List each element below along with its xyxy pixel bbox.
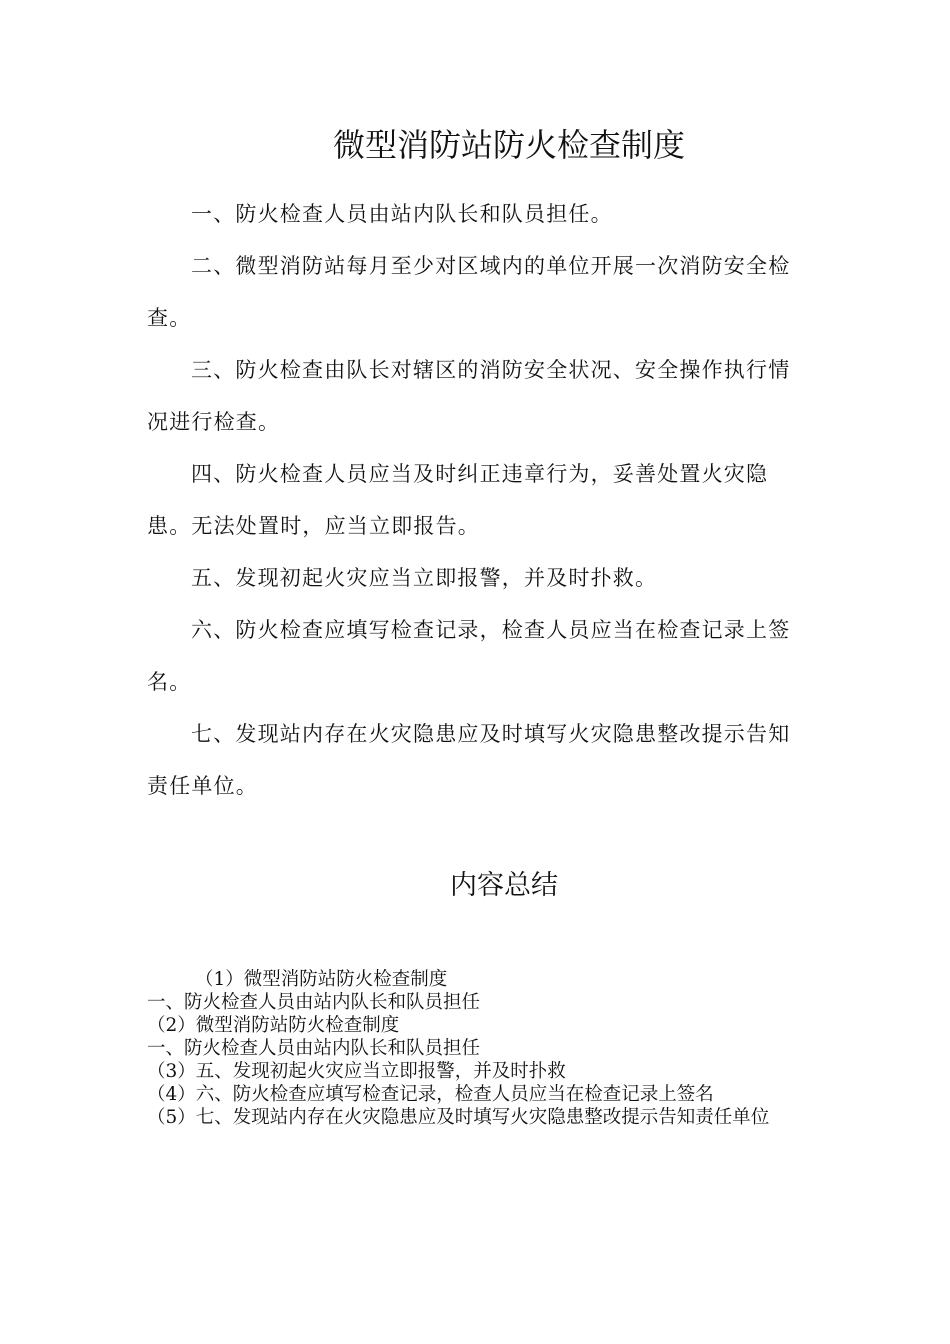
- document-title: 微型消防站防火检查制度: [332, 126, 685, 164]
- summary-list: [147, 968, 807, 1129]
- summary-line: （5）七、发现站内存在火灾隐患应及时填写火灾隐患整改提示告知责任单位: [147, 1107, 770, 1128]
- summary-line: （1）微型消防站防火检查制度: [195, 969, 448, 990]
- summary-title: 内容总结: [450, 870, 558, 901]
- paragraph-6: 六、防火检查应填写检查记录，检查人员应当在检查记录上签名。: [147, 618, 791, 694]
- paragraph-5: 五、发现初起火灾应当立即报警，并及时扑救。: [191, 566, 658, 590]
- paragraph-2: 二、微型消防站每月至少对区域内的单位开展一次消防安全检查。: [147, 254, 791, 330]
- paragraph-7: 七、发现站内存在火灾隐患应及时填写火灾隐患整改提示告知责任单位。: [147, 722, 791, 798]
- paragraph-4: 四、防火检查人员应当及时纠正违章行为，妥善处置火灾隐患。无法处置时，应当立即报告。: [147, 462, 769, 538]
- summary-line: 一、防火检查人员由站内队长和队员担任: [147, 992, 481, 1013]
- paragraph-1: 一、防火检查人员由站内队长和队员担任。: [191, 202, 613, 226]
- paragraph-3: 三、防火检查由队长对辖区的消防安全状况、安全操作执行情况进行检查。: [147, 358, 791, 434]
- summary-line: 一、防火检查人员由站内队长和队员担任: [147, 1038, 481, 1059]
- summary-line: （4）六、防火检查应填写检查记录，检查人员应当在检查记录上签名: [147, 1084, 714, 1105]
- summary-line: （3）五、发现初起火灾应当立即报警，并及时扑救: [147, 1061, 566, 1082]
- summary-line: （2）微型消防站防火检查制度: [147, 1015, 400, 1036]
- document-body: [147, 188, 802, 812]
